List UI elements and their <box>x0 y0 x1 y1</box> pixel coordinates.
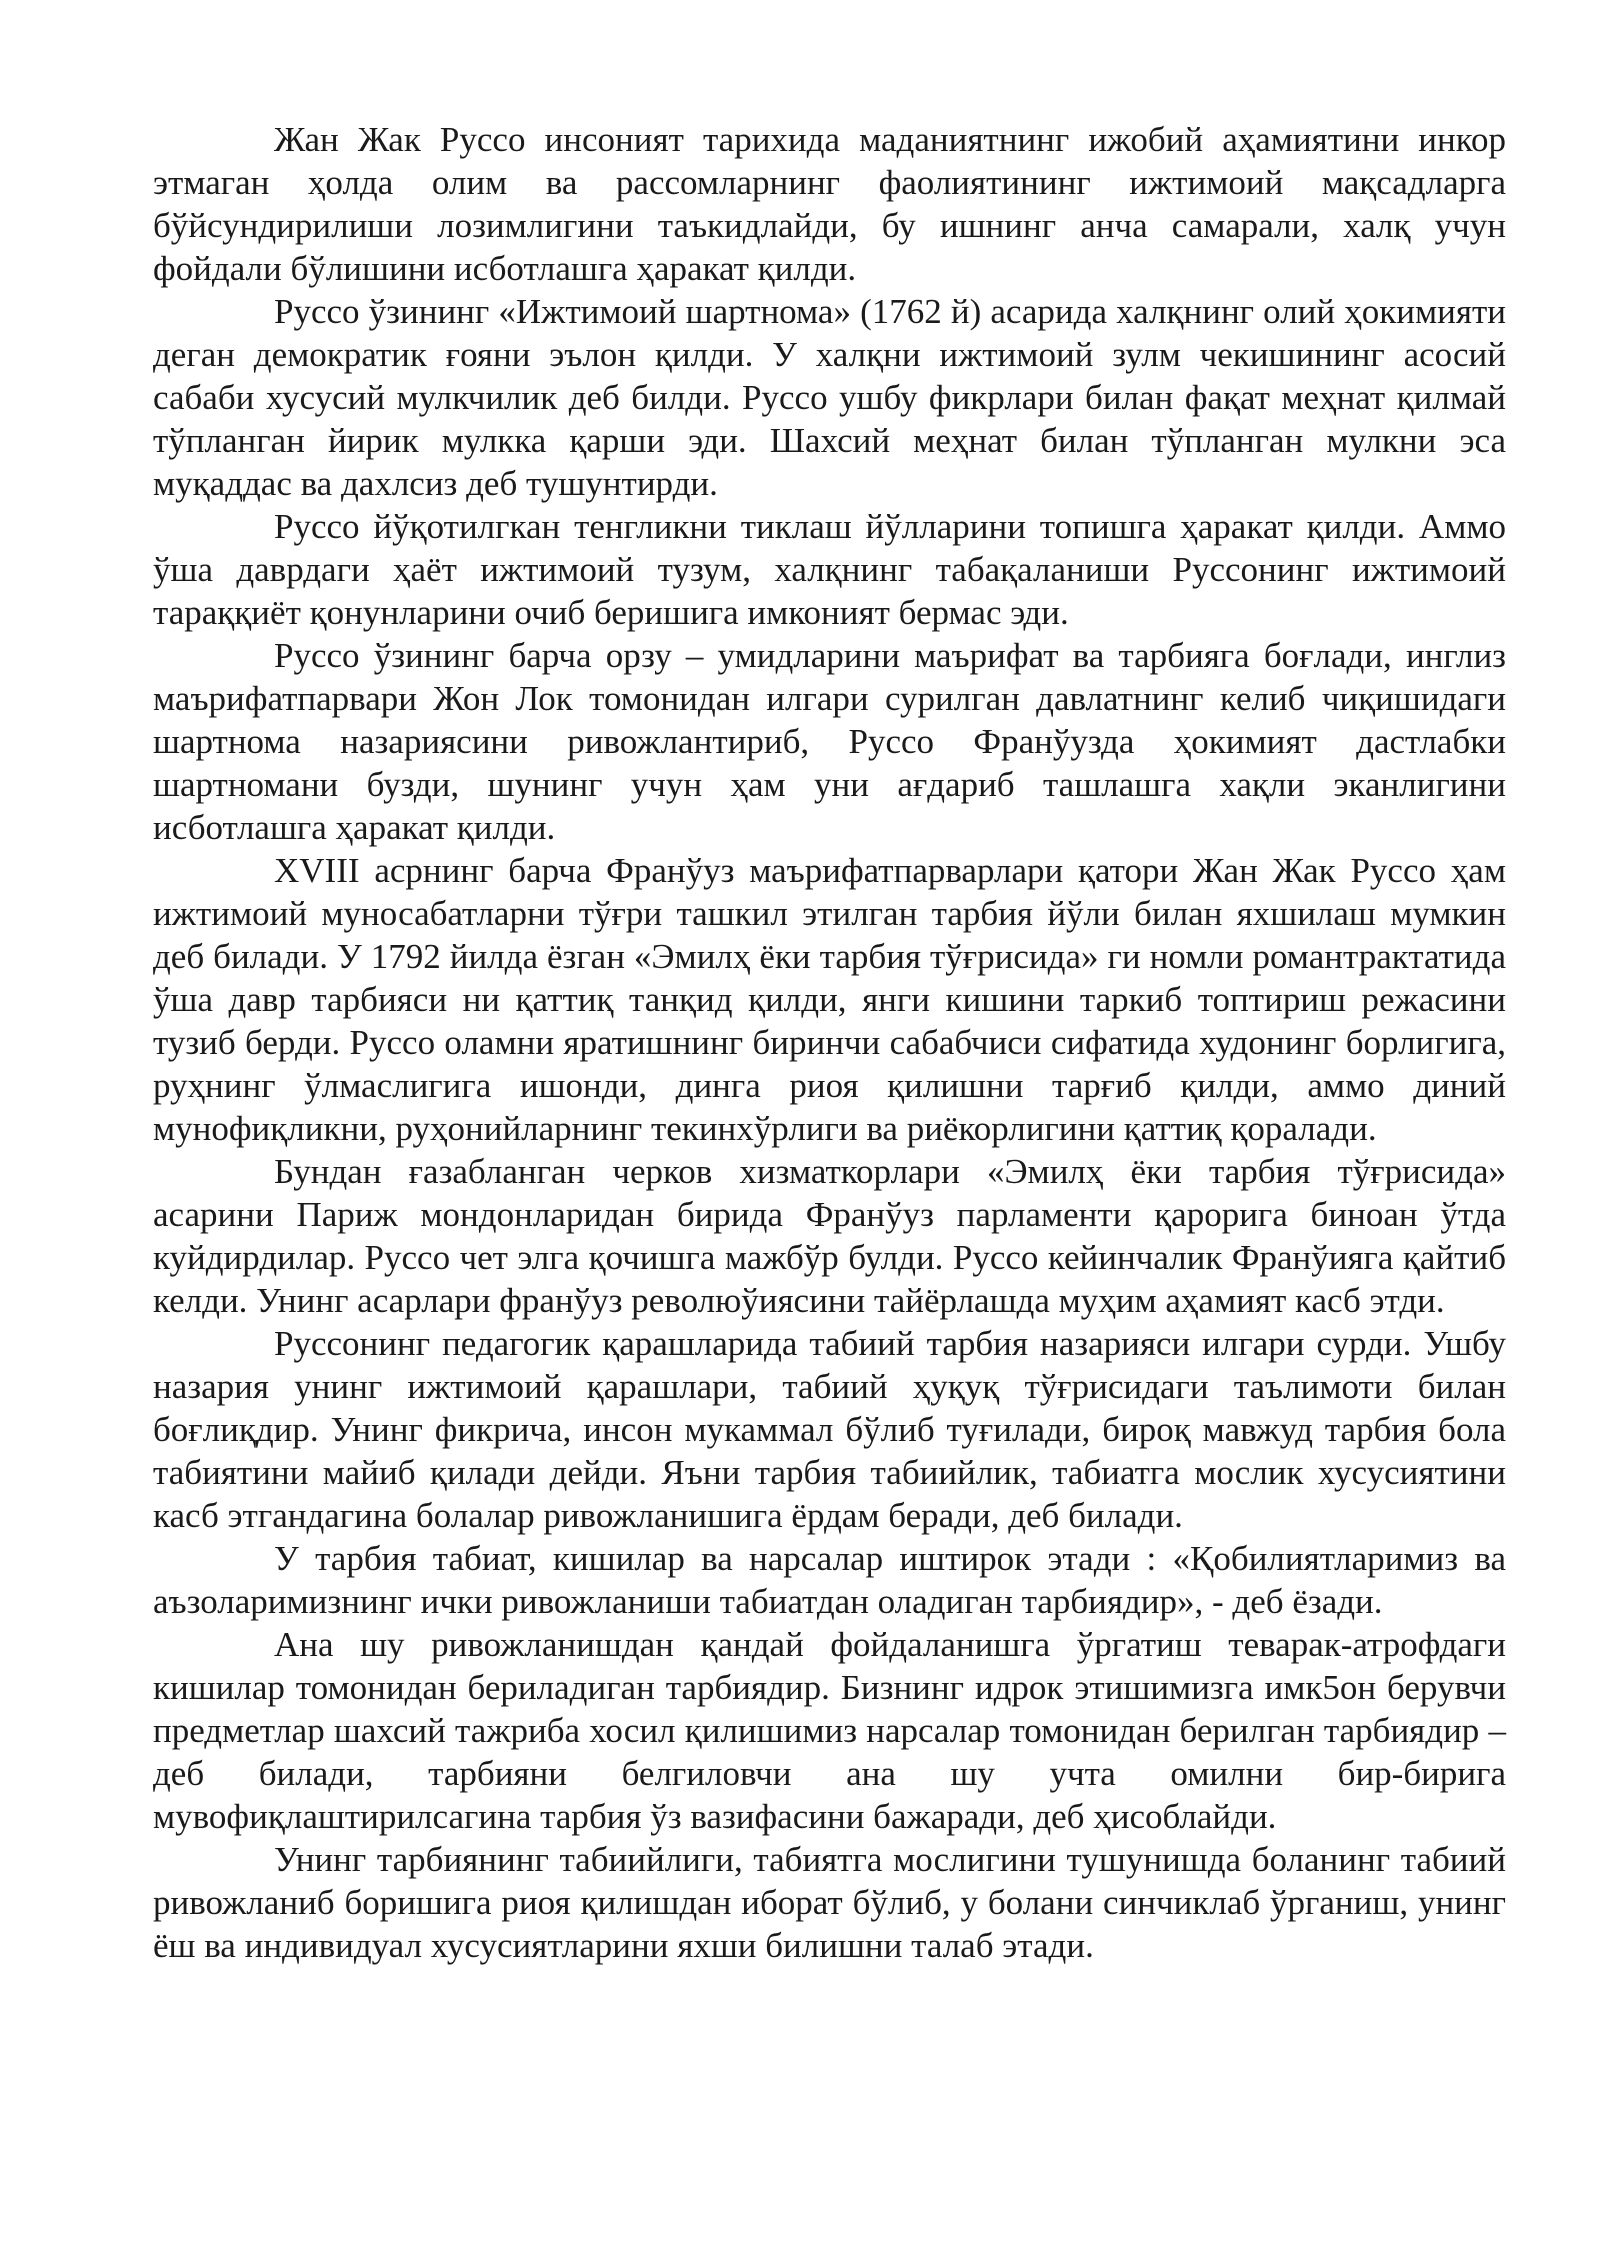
paragraph-9: Ана шу ривожланишдан қандай фойдаланишга ўргатиш теварак-атрофдаги кишилар томонидан бериладиган тарбиядир. Бизнинг идрок этишимизга имк5он берувчи предметлар шахсий тажриба хосил қилишимиз нарсалар томонидан берилган тарбиядир – деб билади, тарбияни белгиловчи ана шу учта омилни бир-бирига мувофиқлаштирилсагина тарбия ўз вазифасини бажаради, деб ҳисоблайди. <box>153 1625 1506 1836</box>
paragraph-2: Руссо ўзининг «Ижтимоий шартнома» (1762 й) асарида халқнинг олий ҳокимияти деган демократик ғояни эълон қилди. У халқни ижтимоий зулм чекишининг асосий сабаби хусусий мулкчилик деб билди. Руссо ушбу фикрлари билан фақат меҳнат қилмай тўпланган йирик мулкка қарши эди. Шахсий меҳнат билан тўпланган мулкни эса муқаддас ва дахлсиз деб тушунтирди. <box>153 292 1506 503</box>
paragraph-8: У тарбия табиат, кишилар ва нарсалар иштирок этади : «Қобилиятларимиз ва аъзоларимизнинг ички ривожланиши табиатдан оладиган тарбиядир», - деб ёзади. <box>153 1539 1506 1621</box>
paragraph-5: XVIII асрнинг барча Франўуз маърифатпарварлари қатори Жан Жак Руссо ҳам ижтимоий муносабатларни тўғри ташкил этилган тарбия йўли билан яхшилаш мумкин деб билади. У 1792 йилда ёзган «Эмилҳ ёки тарбия тўғрисида» ги номли романтрактатида ўша давр тарбияси ни қаттиқ танқид қилди, янги кишини таркиб топтириш режасини тузиб берди. Руссо оламни яратишнинг биринчи сабабчиси сифатида худонинг борлигига, руҳнинг ўлмаслигига ишонди, динга риоя қилишни тарғиб қилди, аммо диний мунофиқликни, руҳонийларнинг текинхўрлиги ва риёкорлигини қаттиқ қоралади. <box>153 851 1506 1148</box>
paragraph-7: Руссонинг педагогик қарашларида табиий тарбия назарияси илгари сурди. Ушбу назария унинг ижтимоий қарашлари, табиий ҳуқуқ тўғрисидаги таълимоти билан боғлиқдир. Унинг фикрича, инсон мукаммал бўлиб туғилади, бироқ мавжуд тарбия бола табиятини майиб қилади дейди. Яъни тарбия табиийлик, табиатга мослик хусусиятини касб этгандагина болалар ривожланишига ёрдам беради, деб билади. <box>153 1324 1506 1535</box>
paragraph-10: Унинг тарбиянинг табиийлиги, табиятга мослигини тушунишда боланинг табиий ривожланиб боришига риоя қилишдан иборат бўлиб, у болани синчиклаб ўрганиш, унинг ёш ва индивидуал хусусиятларини яхши билишни талаб этади. <box>153 1840 1506 1965</box>
paragraph-6: Бундан ғазабланган черков хизматкорлари «Эмилҳ ёки тарбия тўғрисида» асарини Париж мондонларидан бирида Франўуз парламенти қарорига биноан ўтда куйдирдилар. Руссо чет элга қочишга мажбўр булди. Руссо кейинчалик Франўияга қайтиб келди. Унинг асарлари франўуз революўиясини тайёрлашда муҳим аҳамият касб этди. <box>153 1152 1506 1320</box>
paragraph-1: Жан Жак Руссо инсоният тарихида маданиятнинг ижобий аҳамиятини инкор этмаган ҳолда олим ва рассомларнинг фаолиятининг ижтимоий мақсадларга бўйсундирилиши лозимлигини таъкидлайди, бу ишнинг анча самарали, халқ учун фойдали бўлишини исботлашга ҳаракат қилди. <box>153 120 1506 288</box>
paragraph-4: Руссо ўзининг барча орзу – умидларини маърифат ва тарбияга боғлади, инглиз маърифатпарвари Жон Лок томонидан илгари сурилган давлатнинг келиб чиқишидаги шартнома назариясини ривожлантириб, Руссо Франўузда ҳокимият дастлабки шартномани бузди, шунинг учун ҳам уни ағдариб ташлашга хақли эканлигини исботлашга ҳаракат қилди. <box>153 636 1506 847</box>
document-body <box>153 118 1506 1967</box>
paragraph-3: Руссо йўқотилгкан тенгликни тиклаш йўлларини топишга ҳаракат қилди. Аммо ўша даврдаги ҳаёт ижтимоий тузум, халқнинг табақаланиши Руссонинг ижтимоий тараққиёт қонунларини очиб беришига имконият бермас эди. <box>153 507 1506 632</box>
